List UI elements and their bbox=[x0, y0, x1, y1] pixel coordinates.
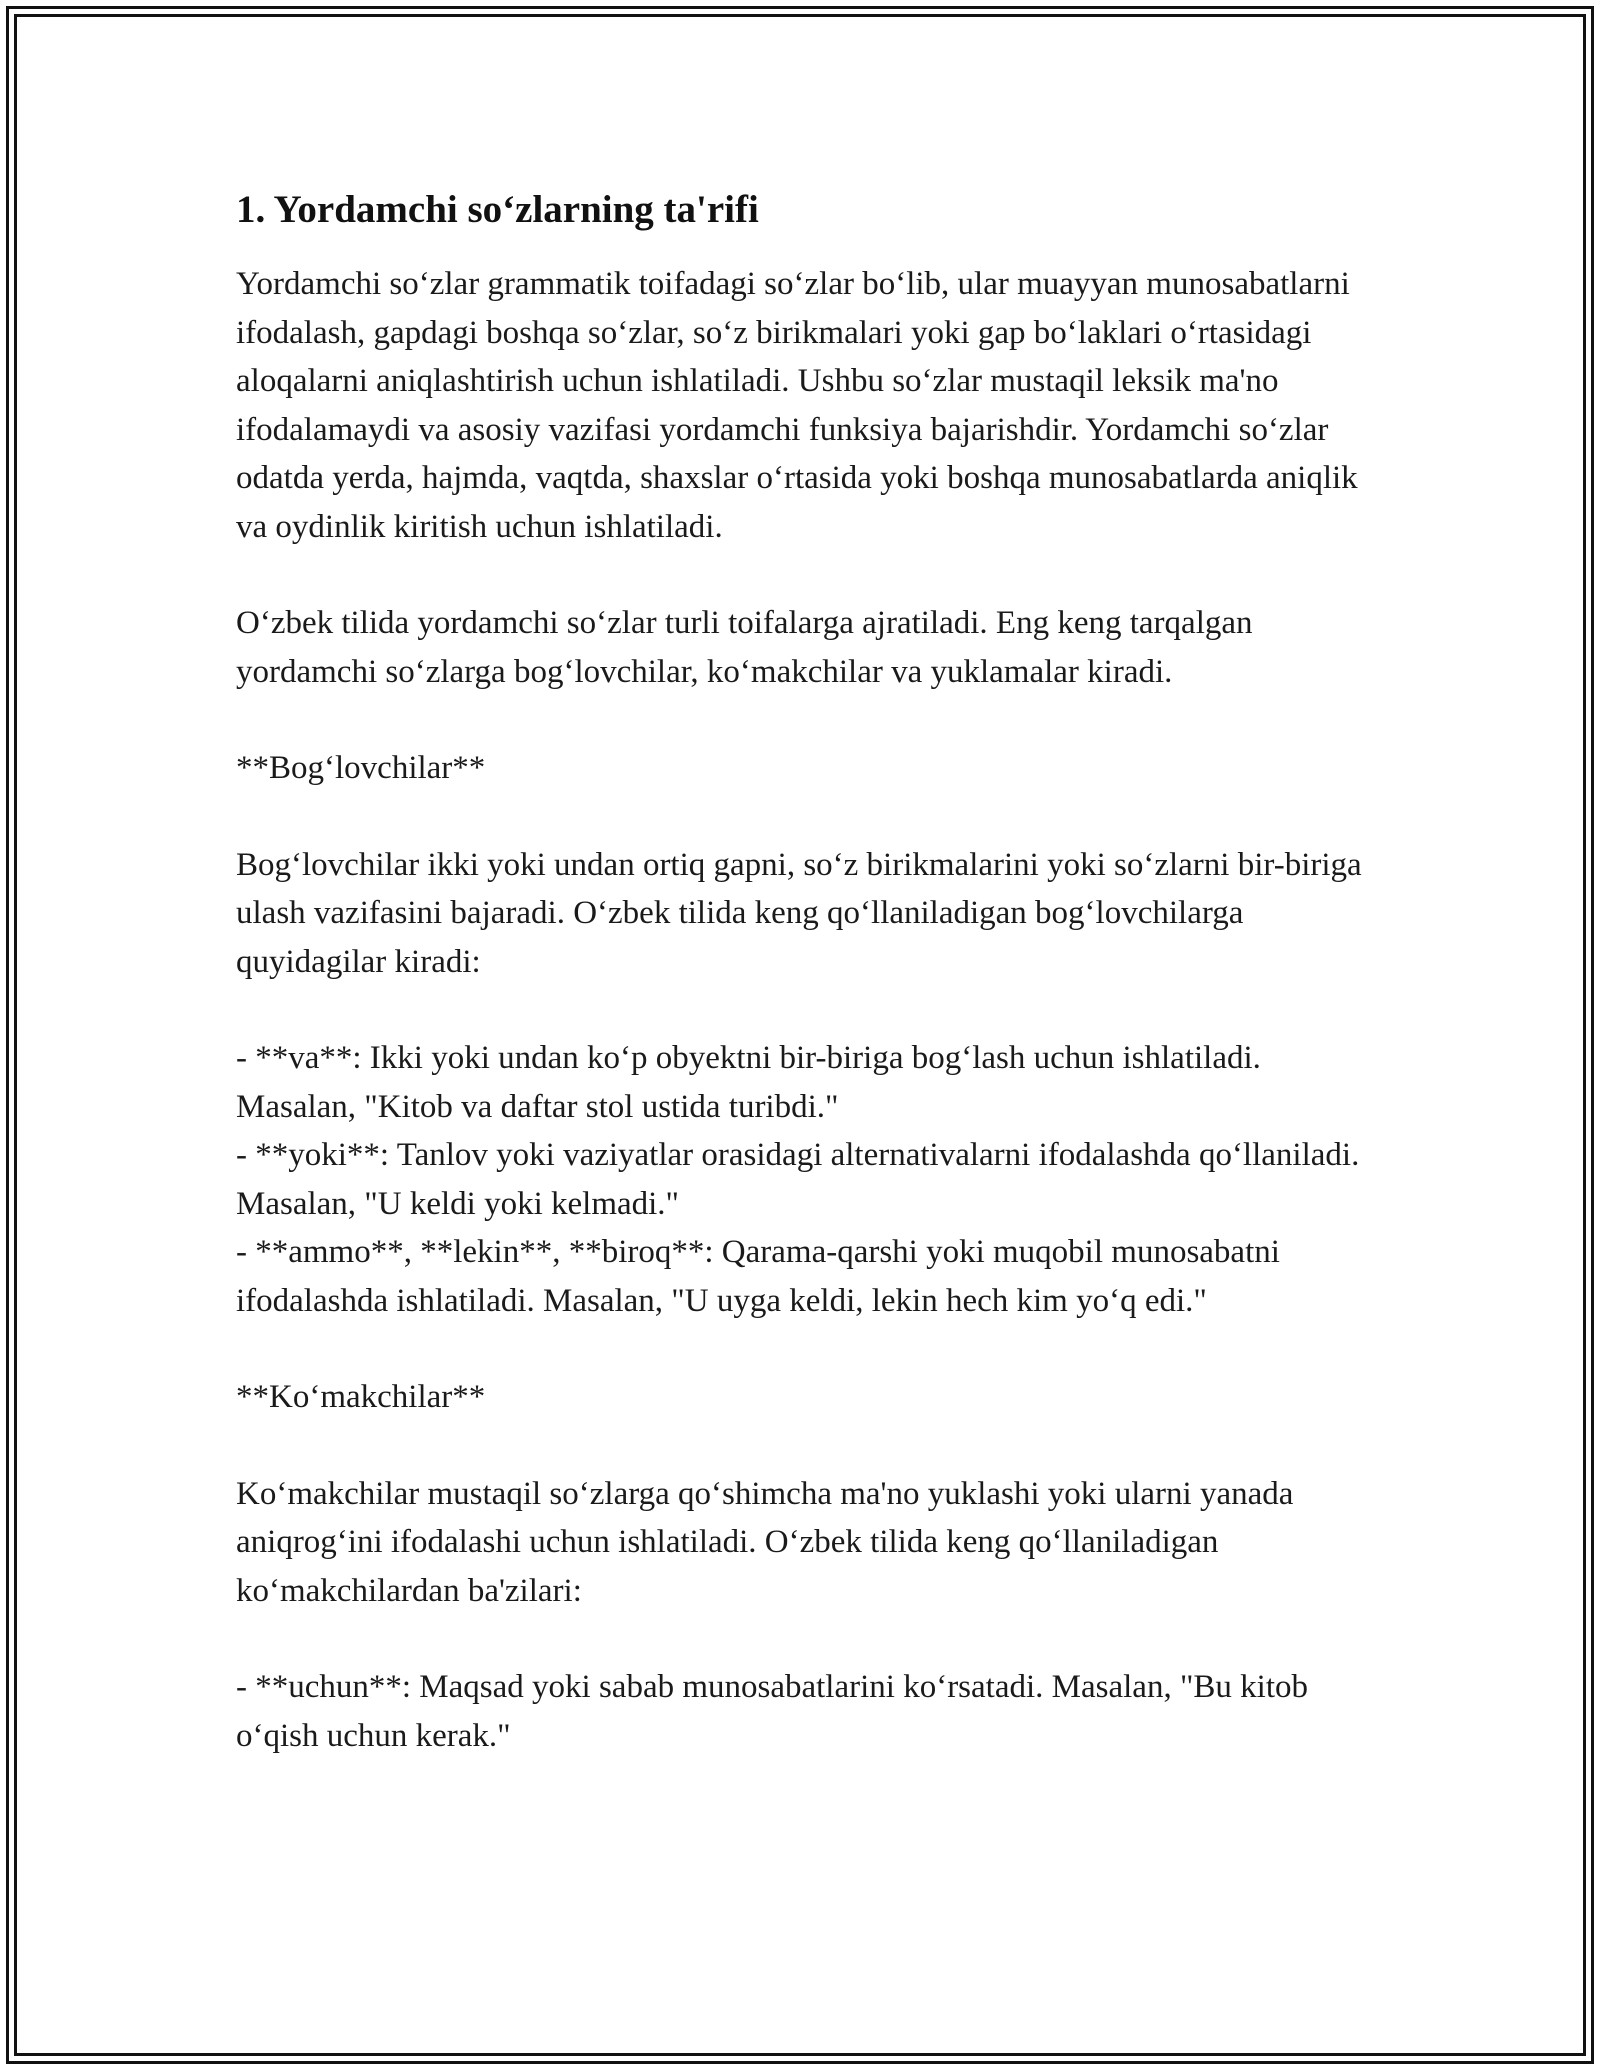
list-item: - **ammo**, **lekin**, **biroq**: Qarama-qarshi yoki muqobil munosabatni ifodalashda ishlatiladi. Masalan, "U uyga keldi, lekin hech kim yo‘q edi." bbox=[236, 1234, 1280, 1319]
paragraph-conjunctions-intro: Bog‘lovchilar ikki yoki undan ortiq gapni, so‘z birikmalarini yoki so‘zlarni bir-biriga ulash vazifasini bajaradi. O‘zbek tilida keng qo‘llaniladigan bog‘lovchilarga quyidagilar kiradi: bbox=[236, 846, 1362, 980]
conjunctions-list bbox=[236, 1034, 1386, 1325]
paragraph-postpositions-intro: Ko‘makchilar mustaqil so‘zlarga qo‘shimcha ma'no yuklashi yoki ularni yanada aniqrog‘ini ifodalashi uchun ishlatiladi. O‘zbek tilida keng qo‘llaniladigan ko‘makchilardan ba'zilari: bbox=[236, 1475, 1294, 1609]
postpositions-list bbox=[236, 1663, 1386, 1760]
list-item: - **uchun**: Maqsad yoki sabab munosabatlarini ko‘rsatadi. Masalan, "Bu kitob o‘qish uchun kerak." bbox=[236, 1669, 1309, 1754]
subheading-postpositions: **Ko‘makchilar** bbox=[236, 1379, 486, 1415]
document-body bbox=[236, 186, 1386, 1808]
paragraph-intro: Yordamchi so‘zlar grammatik toifadagi so‘zlar bo‘lib, ular muayyan munosabatlarni ifodalash, gapdagi boshqa so‘zlar, so‘z birikmalari yoki gap bo‘laklari o‘rtasidagi aloqalarni aniqlashtirish uchun ishlatiladi. Ushbu so‘zlar mustaqil leksik ma'no ifodalamaydi va asosiy vazifasi yordamchi funksiya bajarishdir. Yordamchi so‘zlar odatda yerda, hajmda, vaqtda, shaxslar o‘rtasida yoki boshqa munosabatlarda aniqlik va oydinlik kiritish uchun ishlatiladi. bbox=[236, 266, 1358, 545]
section-heading: 1. Yordamchi so‘zlarning ta'rifi bbox=[236, 188, 759, 231]
paragraph-categories: O‘zbek tilida yordamchi so‘zlar turli toifalarga ajratiladi. Eng keng tarqalgan yordamchi so‘zlarga bog‘lovchilar, ko‘makchilar va yuklamalar kiradi. bbox=[236, 605, 1253, 690]
list-item: - **yoki**: Tanlov yoki vaziyatlar orasidagi alternativalarni ifodalashda qo‘llaniladi. Masalan, "U keldi yoki kelmadi." bbox=[236, 1137, 1360, 1222]
subheading-conjunctions: **Bog‘lovchilar** bbox=[236, 750, 486, 786]
list-item: - **va**: Ikki yoki undan ko‘p obyektni bir-biriga bog‘lash uchun ishlatiladi. Masalan, "Kitob va daftar stol ustida turibdi." bbox=[236, 1040, 1261, 1125]
